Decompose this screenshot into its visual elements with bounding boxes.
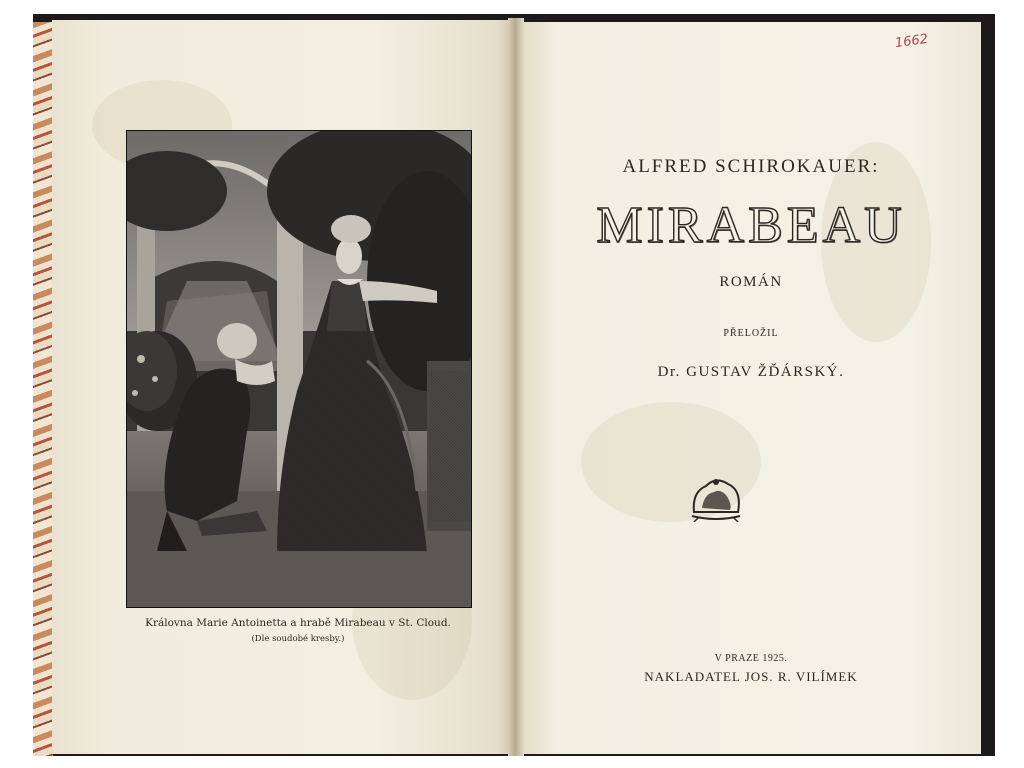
book-title: MIRABEAU: [596, 197, 906, 254]
illustration-caption-source: (Dle soudobé kresby.): [251, 634, 345, 644]
translated-by-label: PŘELOŽIL: [723, 328, 779, 339]
publisher-name: NAKLADATEL JOS. R. VILÍMEK: [644, 669, 858, 684]
author-name: ALFRED SCHIROKAUER:: [622, 156, 880, 177]
translator-name: Dr. GUSTAV ŽĎÁRSKÝ.: [657, 364, 845, 380]
right-page: [521, 22, 981, 754]
book-gutter: [508, 18, 524, 756]
book-subtitle: ROMÁN: [719, 274, 783, 290]
frontispiece-illustration: [126, 130, 472, 608]
marbled-endpaper: [33, 22, 53, 756]
publisher-vignette-icon: [688, 472, 744, 522]
illustration-caption: Královna Marie Antoinetta a hrabě Mirabeau v St. Cloud.: [145, 617, 451, 629]
place-and-year: V PRAZE 1925.: [714, 653, 788, 664]
handwritten-note: 1662: [894, 31, 929, 52]
engraving-queen-and-kneeling-man-icon: [127, 131, 471, 607]
